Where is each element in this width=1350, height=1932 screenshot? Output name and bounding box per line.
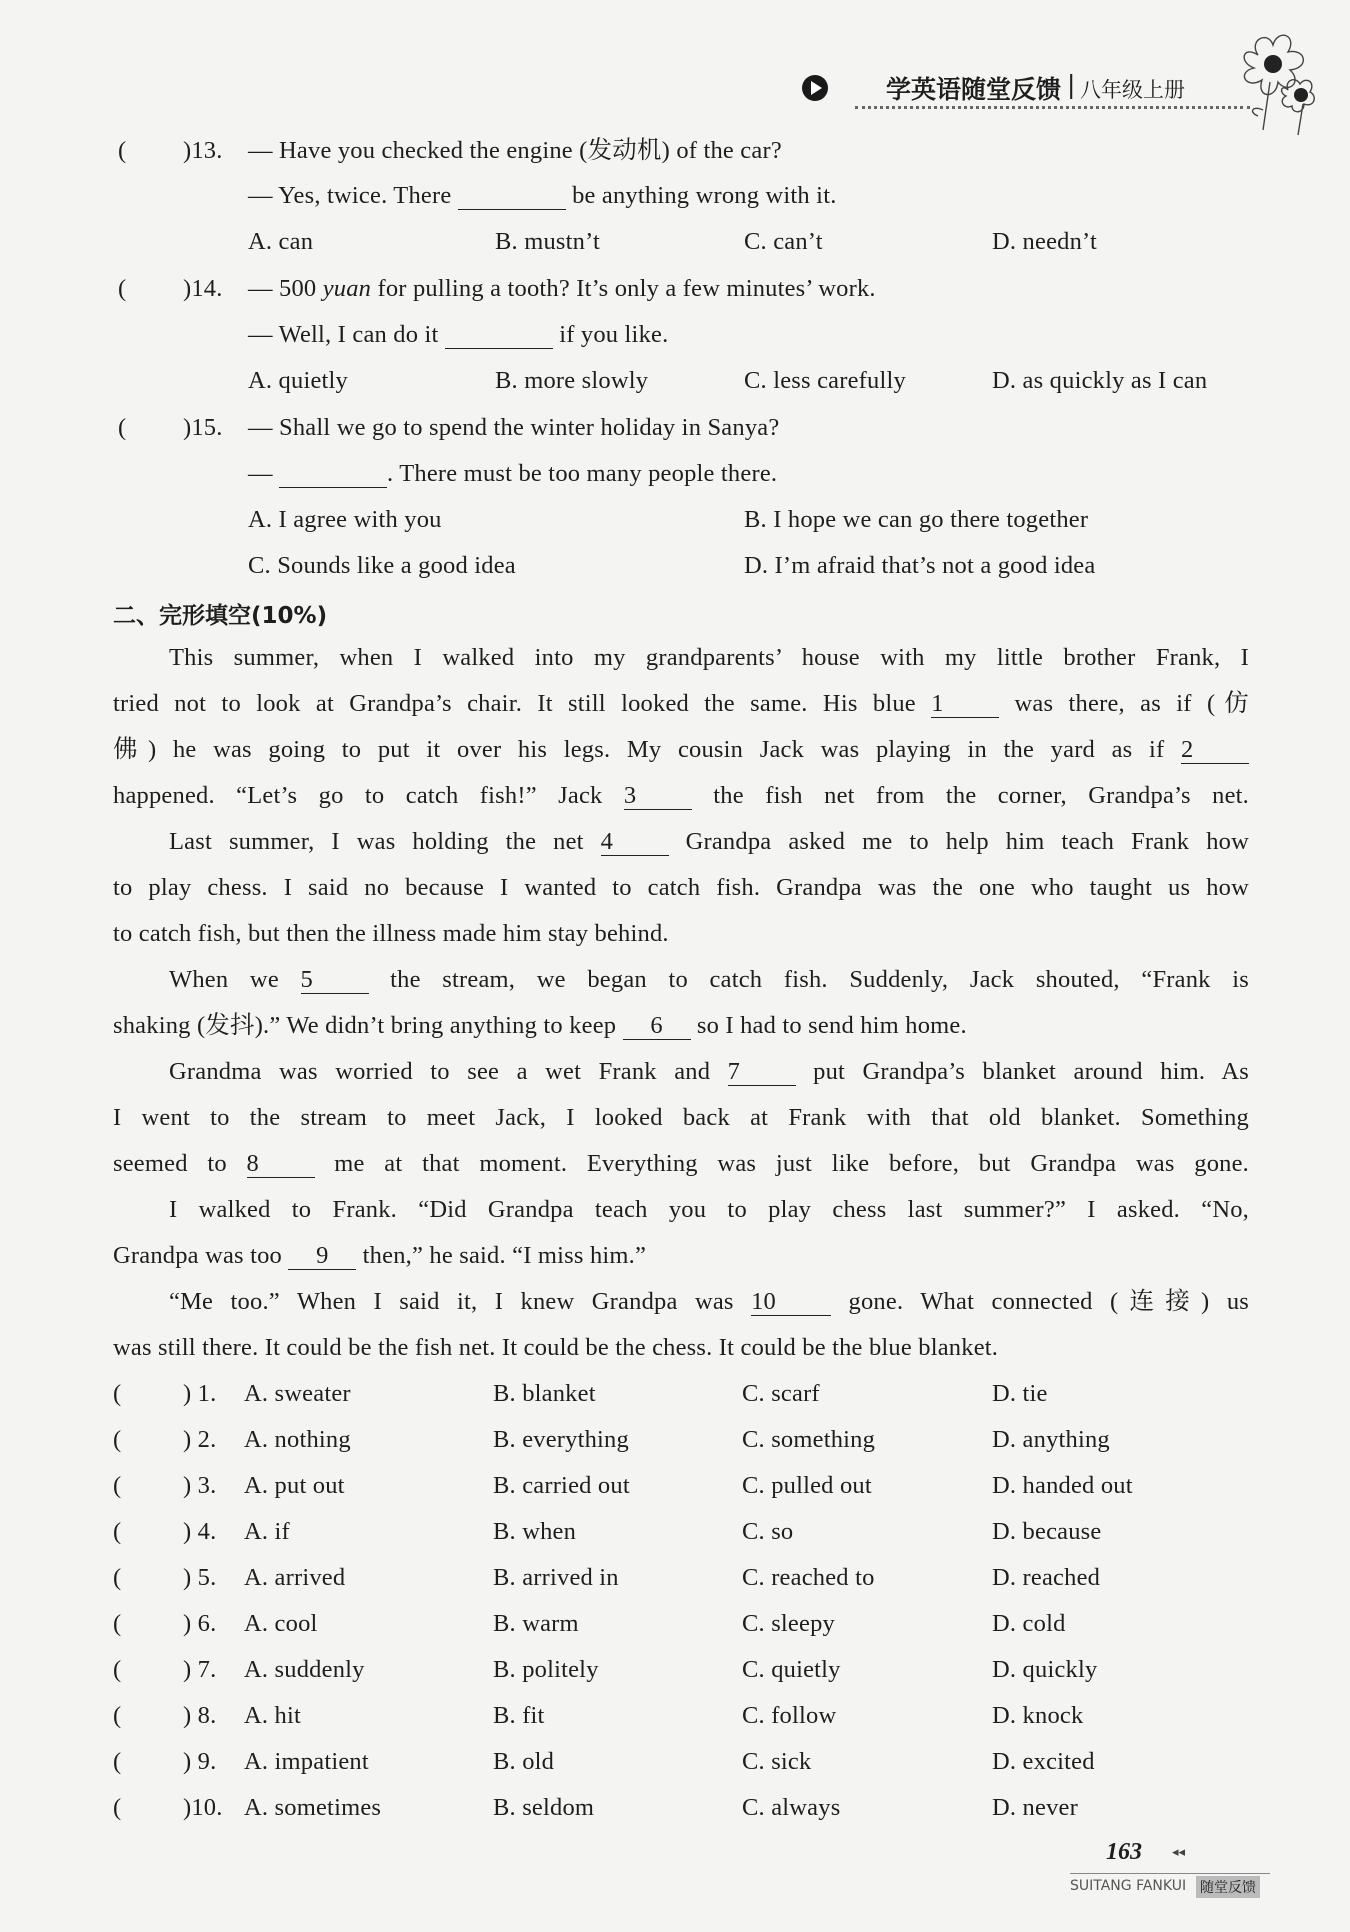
cloze-option-a: A. impatient — [244, 1748, 369, 1775]
answer-paren: ( — [113, 1518, 122, 1545]
passage-text: 佛) he was going to put it over his legs. My cousin Jack was playing in the yard as if — [113, 736, 1165, 763]
cloze-option-b: B. fit — [493, 1702, 545, 1729]
footer-arrows: ◂◂ — [1172, 1845, 1186, 1860]
answer-paren: ( — [113, 1610, 122, 1637]
cloze-option-c: C. pulled out — [742, 1472, 872, 1499]
cloze-item-number: ) 6. — [183, 1610, 217, 1637]
passage-line — [113, 735, 1249, 765]
response-text-pre: — Well, I can do it — [248, 321, 439, 348]
answer-paren: ( — [113, 1748, 122, 1775]
option-d: D. as quickly as I can — [992, 367, 1208, 394]
cloze-option-d: D. because — [992, 1518, 1102, 1545]
passage-text: then,” he said. “I miss him.” — [362, 1242, 647, 1269]
cloze-option-a: A. arrived — [244, 1564, 346, 1591]
passage-text: the fish net from the corner, Grandpa’s net. — [713, 782, 1249, 809]
header-title: 学英语随堂反馈 — [886, 75, 1062, 104]
answer-paren: ( — [118, 137, 127, 164]
header-dotted-rule — [855, 106, 1250, 109]
cloze-item-number: ) 9. — [183, 1748, 217, 1775]
cloze-blank-6: 6 — [623, 1013, 691, 1040]
response-text-pre: — Yes, twice. There — [248, 182, 452, 209]
cloze-option-c: C. sleepy — [742, 1610, 835, 1637]
cloze-item-number: ) 4. — [183, 1518, 217, 1545]
response-text-pre: — — [248, 460, 273, 487]
response-text-post: if you like. — [559, 321, 669, 348]
cloze-blank-10: 10 — [751, 1289, 831, 1316]
cloze-option-a: A. suddenly — [244, 1656, 365, 1683]
passage-text: me at that moment. Everything was just like before, but Grandpa was gone. — [334, 1150, 1250, 1177]
cloze-option-d: D. cold — [992, 1610, 1066, 1637]
answer-paren: ( — [113, 1426, 122, 1453]
cloze-option-d: D. reached — [992, 1564, 1101, 1591]
cloze-option-a: A. nothing — [244, 1426, 351, 1453]
passage-line: to play chess. I said no because I wanted to catch fish. Grandpa was the one who taught us how — [113, 874, 1249, 901]
cloze-option-a: A. sometimes — [244, 1794, 382, 1821]
question-text: — Have you checked the engine (发动机) of the car? — [248, 137, 782, 164]
sunflower-decoration — [1218, 20, 1328, 140]
cloze-item-number: ) 1. — [183, 1380, 217, 1407]
cloze-option-d: D. knock — [992, 1702, 1084, 1729]
question-text-pre: — 500 — [248, 275, 317, 302]
cloze-option-b: B. arrived in — [493, 1564, 619, 1591]
passage-line: I went to the stream to meet Jack, I looked back at Frank with that old blanket. Something — [113, 1104, 1249, 1131]
cloze-option-d: D. anything — [992, 1426, 1110, 1453]
option-b: B. more slowly — [495, 367, 649, 394]
option-a: A. I agree with you — [248, 506, 442, 533]
answer-blank — [458, 183, 566, 210]
cloze-item-number: ) 2. — [183, 1426, 217, 1453]
cloze-option-a: A. put out — [244, 1472, 345, 1499]
answer-paren: ( — [113, 1380, 122, 1407]
response-text-post: . There must be too many people there. — [387, 460, 778, 487]
question-text-post: for pulling a tooth? It’s only a few minutes’ work. — [377, 275, 876, 302]
answer-paren: ( — [113, 1702, 122, 1729]
cloze-option-d: D. quickly — [992, 1656, 1098, 1683]
option-a: A. can — [248, 228, 314, 255]
cloze-option-a: A. if — [244, 1518, 290, 1545]
footer-rule — [1070, 1873, 1270, 1874]
cloze-option-d: D. tie — [992, 1380, 1048, 1407]
response-line — [248, 320, 668, 350]
cloze-blank-3: 3 — [624, 783, 692, 810]
option-c: C. Sounds like a good idea — [248, 552, 516, 579]
cloze-option-d: D. never — [992, 1794, 1078, 1821]
passage-line: to catch fish, but then the illness made him stay behind. — [113, 920, 669, 947]
cloze-option-b: B. old — [493, 1748, 555, 1775]
header-separator: | — [1067, 70, 1076, 99]
cloze-option-d: D. handed out — [992, 1472, 1133, 1499]
passage-text: Grandpa was too — [113, 1242, 283, 1269]
passage-line — [113, 689, 1249, 719]
answer-paren: ( — [113, 1472, 122, 1499]
answer-paren: ( — [118, 275, 127, 302]
cloze-option-b: B. politely — [493, 1656, 599, 1683]
footer-series-en: SUITANG FANKUI — [1070, 1878, 1187, 1894]
passage-line — [113, 1011, 967, 1041]
cloze-blank-5: 5 — [301, 967, 369, 994]
passage-text: When we — [169, 966, 279, 993]
cloze-blank-9: 9 — [288, 1243, 356, 1270]
response-text-post: be anything wrong with it. — [572, 182, 837, 209]
passage-line: was still there. It could be the fish net. It could be the chess. It could be the blue blanket. — [113, 1334, 999, 1361]
response-line — [248, 459, 777, 489]
cloze-option-c: C. so — [742, 1518, 794, 1545]
cloze-blank-2: 2 — [1181, 737, 1249, 764]
cloze-option-c: C. quietly — [742, 1656, 841, 1683]
passage-text: “Me too.” When I said it, I knew Grandpa was — [169, 1288, 734, 1315]
cloze-option-b: B. everything — [493, 1426, 629, 1453]
question-number: )15. — [183, 414, 223, 441]
cloze-option-a: A. sweater — [244, 1380, 351, 1407]
answer-blank — [445, 322, 553, 349]
option-b: B. mustn’t — [495, 228, 601, 255]
cloze-option-c: C. sick — [742, 1748, 812, 1775]
cloze-option-c: C. always — [742, 1794, 841, 1821]
section-title: 二、完形填空(10%) — [113, 603, 328, 629]
cloze-item-number: ) 7. — [183, 1656, 217, 1683]
question-number: )13. — [183, 137, 223, 164]
cloze-option-a: A. cool — [244, 1610, 318, 1637]
response-line — [248, 181, 837, 211]
passage-text: gone. What connected (连接) us — [848, 1288, 1250, 1315]
passage-text: so I had to send him home. — [696, 1012, 967, 1039]
passage-text: was there, as if (仿 — [1014, 690, 1250, 717]
passage-line — [113, 781, 1249, 811]
passage-text: Grandpa asked me to help him teach Frank how — [685, 828, 1249, 855]
passage-line — [169, 1057, 1249, 1087]
passage-text: Last summer, I was holding the net — [169, 828, 584, 855]
option-b: B. I hope we can go there together — [744, 506, 1089, 533]
cloze-option-a: A. hit — [244, 1702, 302, 1729]
passage-line — [113, 1241, 646, 1271]
passage-line — [169, 1287, 1249, 1317]
passage-text: shaking (发抖).” We didn’t bring anything to keep — [113, 1012, 617, 1039]
cloze-blank-7: 7 — [728, 1059, 796, 1086]
answer-paren: ( — [113, 1564, 122, 1591]
passage-line: This summer, when I walked into my grandparents’ house with my little brother Frank, I — [169, 644, 1249, 671]
cloze-option-b: B. carried out — [493, 1472, 630, 1499]
passage-text: seemed to — [113, 1150, 227, 1177]
footer-series-cn: 随堂反馈 — [1196, 1876, 1260, 1898]
cloze-blank-1: 1 — [931, 691, 999, 718]
question-number: )14. — [183, 275, 223, 302]
passage-text: happened. “Let’s go to catch fish!” Jack — [113, 782, 603, 809]
cloze-option-c: C. scarf — [742, 1380, 820, 1407]
cloze-option-b: B. blanket — [493, 1380, 596, 1407]
option-c: C. less carefully — [744, 367, 906, 394]
cloze-option-c: C. something — [742, 1426, 876, 1453]
option-c: C. can’t — [744, 228, 823, 255]
option-d: D. I’m afraid that’s not a good idea — [744, 552, 1096, 579]
question-text — [248, 274, 876, 304]
answer-blank — [279, 461, 387, 488]
passage-text: the stream, we began to catch fish. Suddenly, Jack shouted, “Frank is — [390, 966, 1249, 993]
cloze-option-c: C. follow — [742, 1702, 837, 1729]
passage-line — [113, 1149, 1249, 1179]
cloze-option-b: B. seldom — [493, 1794, 595, 1821]
cloze-option-d: D. excited — [992, 1748, 1095, 1775]
question-text: — Shall we go to spend the winter holiday in Sanya? — [248, 414, 780, 441]
cloze-item-number: )10. — [183, 1794, 223, 1821]
cloze-blank-8: 8 — [247, 1151, 315, 1178]
cloze-item-number: ) 3. — [183, 1472, 217, 1499]
answer-paren: ( — [118, 414, 127, 441]
option-d: D. needn’t — [992, 228, 1097, 255]
cloze-option-b: B. when — [493, 1518, 577, 1545]
header-grade: 八年级上册 — [1080, 78, 1185, 102]
passage-text: tried not to look at Grandpa’s chair. It still looked the same. His blue — [113, 690, 916, 717]
passage-line: I walked to Frank. “Did Grandpa teach you to play chess last summer?” I asked. “No, — [169, 1196, 1249, 1223]
cloze-blank-4: 4 — [601, 829, 669, 856]
cloze-item-number: ) 8. — [183, 1702, 217, 1729]
play-icon — [801, 74, 829, 102]
answer-paren: ( — [113, 1794, 122, 1821]
option-a: A. quietly — [248, 367, 348, 394]
cloze-item-number: ) 5. — [183, 1564, 217, 1591]
passage-line — [169, 827, 1249, 857]
page-number: 163 — [1106, 1839, 1142, 1865]
answer-paren: ( — [113, 1656, 122, 1683]
passage-line — [169, 965, 1249, 995]
passage-text: Grandma was worried to see a wet Frank and — [169, 1058, 711, 1085]
cloze-option-c: C. reached to — [742, 1564, 875, 1591]
cloze-option-b: B. warm — [493, 1610, 579, 1637]
passage-text: put Grandpa’s blanket around him. As — [813, 1058, 1249, 1085]
question-text-italic: yuan — [322, 275, 372, 302]
